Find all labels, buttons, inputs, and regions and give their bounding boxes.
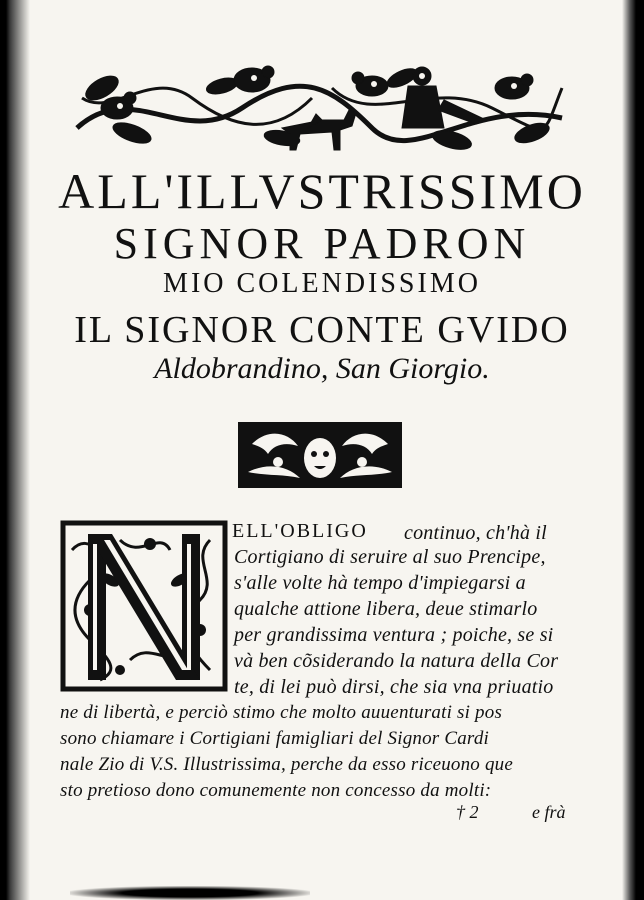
body-line-2: Cortigiano di seruire al suo Prencipe, (234, 546, 546, 568)
body-line-9: sono chiamare i Cortigiani famigliari del Signor Cardi (60, 728, 489, 749)
title-line-5: Aldobrandino, San Giorgio. (154, 352, 490, 385)
bottom-ink-smudge (70, 886, 310, 900)
mask-ornament-icon (238, 422, 402, 488)
body-line-11: sto pretioso dono comunemente non concesso da molti: (60, 780, 492, 801)
body-line-6: và ben cõsiderando la natura della Cor (234, 650, 559, 672)
title-line-1: ALL'ILLVSTRISSIMO (58, 163, 586, 219)
signature-mark: † 2 (456, 802, 479, 822)
decorated-initial-n-icon (60, 520, 228, 692)
body-line-1: continuo, ch'hà il (404, 522, 547, 544)
title-line-3: MIO COLENDISSIMO (163, 268, 481, 299)
body-line-3: s'alle volte hà tempo d'impiegarsi a (234, 572, 526, 594)
title-line-2: SIGNOR PADRON (113, 219, 531, 268)
title-line-4: IL SIGNOR CONTE GVIDO (74, 309, 570, 351)
body-line-5: per grandissima ventura ; poiche, se si (234, 624, 554, 646)
page-edge-left (0, 0, 30, 900)
body-line-4: qualche attione libera, deue stimarlo (234, 598, 538, 620)
catchword: e frà (532, 802, 566, 822)
body-line-7: te, di lei può dirsi, che sia vna priuatio (234, 676, 554, 698)
headpiece-icon (72, 58, 568, 153)
body-line-10: nale Zio di V.S. Illustrissima, perche da esso riceuono que (60, 754, 513, 775)
page-edge-right (622, 0, 644, 900)
body-line-8: ne di libertà, e perciò stimo che molto auuenturati si pos (60, 702, 503, 723)
body-opening: ELL'OBLIGO (232, 520, 368, 542)
